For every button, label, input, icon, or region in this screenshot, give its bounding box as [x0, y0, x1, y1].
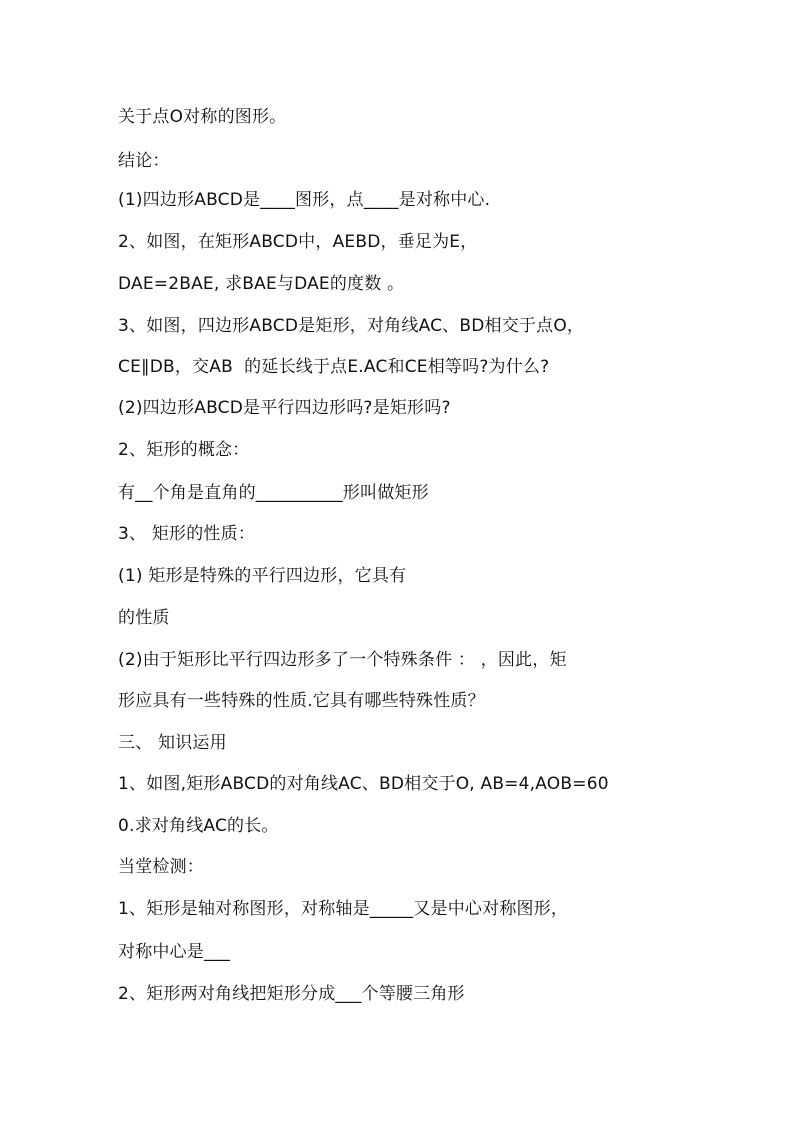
text-line-10: 有__个角是直角的__________形叫做矩形	[118, 483, 429, 503]
text-line-16: 三、 知识运用	[118, 733, 227, 753]
text-line-7: CE∥DB，交AB 的延长线于点E.AC和CE相等吗?为什么?	[118, 357, 550, 377]
text-line-20: 1、矩形是轴对称图形，对称轴是_____又是中心对称图形，	[118, 899, 569, 919]
text-line-6: 3、如图，四边形ABCD是矩形，对角线AC、BD相交于点O，	[118, 316, 585, 336]
text-line-18: 0.求对角线AC的长。	[118, 816, 279, 836]
text-line-22: 2、矩形两对角线把矩形分成___个等腰三角形	[118, 984, 465, 1004]
text-line-3: (1)四边形ABCD是____图形，点____是对称中心.	[118, 190, 491, 210]
text-line-2: 结论：	[118, 151, 170, 171]
text-line-14: (2)由于矩形比平行四边形多了一个特殊条件 ： ，因此，矩	[118, 650, 567, 670]
text-line-19: 当堂检测：	[118, 857, 204, 877]
text-line-17: 1、如图,矩形ABCD的对角线AC、BD相交于O, AB=4,AOB=60	[118, 774, 609, 794]
text-line-8: (2)四边形ABCD是平行四边形吗?是矩形吗?	[118, 398, 451, 418]
text-line-13: 的性质	[118, 608, 170, 628]
text-line-21: 对称中心是___	[118, 942, 231, 962]
text-line-1: 关于点O对称的图形。	[118, 107, 287, 127]
text-line-15: 形应具有一些特殊的性质.它具有哪些特殊性质？	[118, 691, 485, 711]
text-line-11: 3、 矩形的性质：	[118, 524, 256, 544]
text-line-5: DAE=2BAE, 求BAE与DAE的度数 。	[118, 274, 405, 294]
text-line-9: 2、矩形的概念：	[118, 440, 250, 460]
text-line-4: 2、如图，在矩形ABCD中，AEBD，垂足为E，	[118, 232, 478, 252]
text-line-12: (1) 矩形是特殊的平行四边形，它具有	[118, 566, 407, 586]
